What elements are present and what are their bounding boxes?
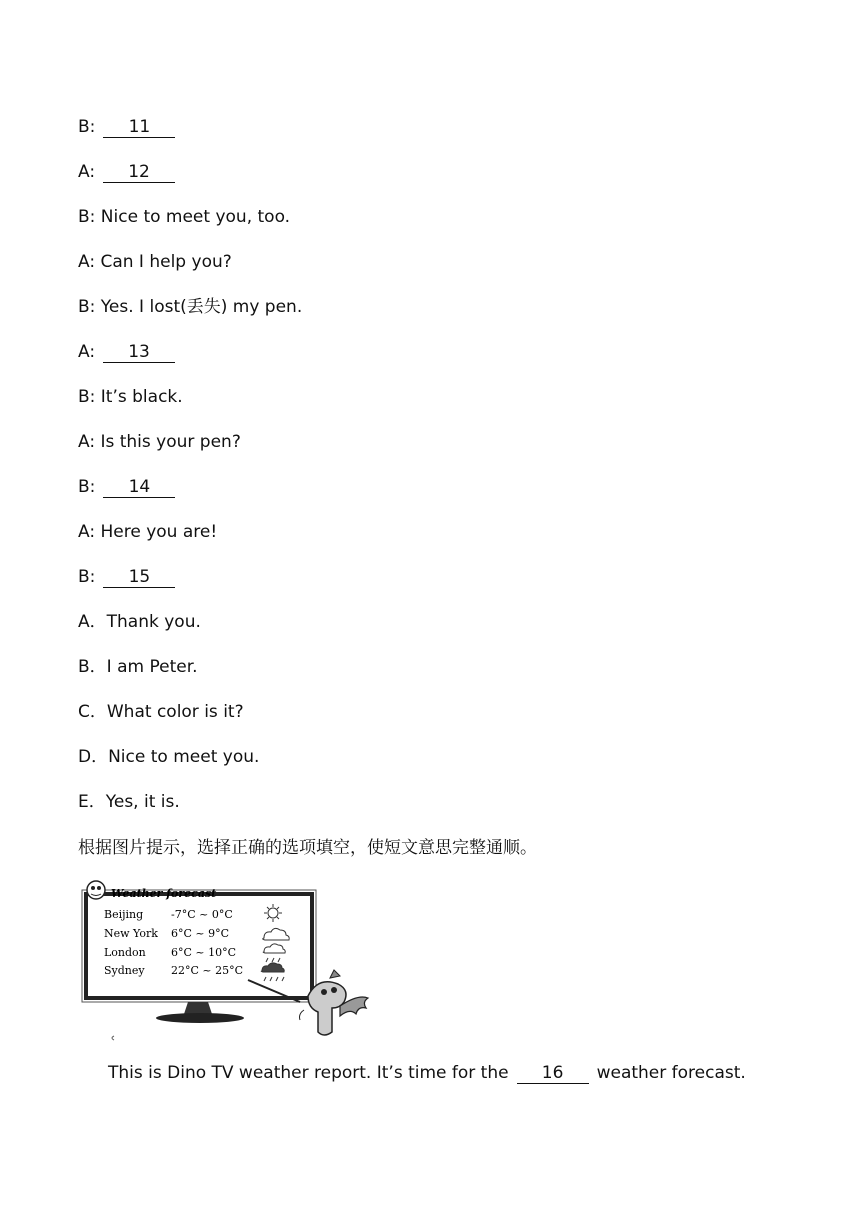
speaker: A: [78, 342, 96, 362]
dialogue-text: It’s black. [100, 387, 183, 407]
speaker: A: [78, 522, 96, 542]
dialogue-line [78, 206, 290, 228]
dialogue-line [78, 341, 175, 363]
answer-blank: 11 [103, 117, 175, 138]
passage-text: This is Dino TV weather report. It’s time for the [108, 1063, 509, 1083]
tv-stand [184, 1002, 212, 1014]
temperature-range: 6°C ~ 9°C [171, 927, 230, 940]
dialogue-line [78, 566, 175, 588]
city-name: London [104, 946, 146, 959]
answer-blank: 12 [103, 162, 175, 183]
answer-blank: 14 [103, 477, 175, 498]
temperature-range: -7°C ~ 0°C [171, 908, 233, 921]
city-name: New York [104, 927, 158, 940]
speaker: B: [78, 477, 96, 497]
dialogue-text: Can I help you? [100, 252, 232, 272]
speaker: A: [78, 252, 96, 272]
dialogue-line [78, 161, 175, 183]
city-name: Sydney [104, 964, 145, 977]
dialogue-text: Is this your pen? [100, 432, 241, 452]
passage-text: weather forecast. [596, 1063, 746, 1083]
option-c: C．What color is it? [78, 702, 244, 722]
dialogue-line [78, 251, 232, 273]
option-a: A．Thank you. [78, 612, 201, 632]
answer-blank: 16 [517, 1063, 589, 1084]
weather-forecast-image [78, 878, 378, 1046]
dialogue-line [78, 116, 175, 138]
speaker: B: [78, 117, 96, 137]
speaker: A: [78, 162, 96, 182]
dialogue-line [78, 476, 175, 498]
dialogue-line [78, 296, 302, 318]
option-e: E．Yes, it is. [78, 792, 180, 812]
weather-title: Weather forecast [111, 887, 217, 900]
speaker: A: [78, 432, 96, 452]
option-b: B．I am Peter. [78, 657, 198, 677]
dialogue-line [78, 386, 183, 408]
speaker: B: [78, 567, 96, 587]
option-d: D．Nice to meet you. [78, 747, 260, 767]
passage-line [108, 1062, 746, 1084]
answer-blank: 15 [103, 567, 175, 588]
city-name: Beijing [104, 908, 144, 921]
speaker: B: [78, 387, 96, 407]
section-instruction: 根据图片提示，选择正确的选项填空，使短文意思完整通顺。 [78, 838, 537, 858]
temperature-range: 22°C ~ 25°C [171, 964, 244, 977]
temperature-range: 6°C ~ 10°C [171, 946, 237, 959]
dialogue-line [78, 521, 217, 543]
dialogue-text: Nice to meet you, too. [100, 207, 291, 227]
speaker: B: [78, 297, 96, 317]
dialogue-text: Here you are! [100, 522, 218, 542]
dialogue-line [78, 431, 241, 453]
dino-logo-icon [87, 881, 105, 899]
answer-blank: 13 [103, 342, 175, 363]
dialogue-text: Yes. I lost(丢失) my pen. [100, 297, 303, 317]
tv-base [156, 1013, 244, 1023]
speaker: B: [78, 207, 96, 227]
